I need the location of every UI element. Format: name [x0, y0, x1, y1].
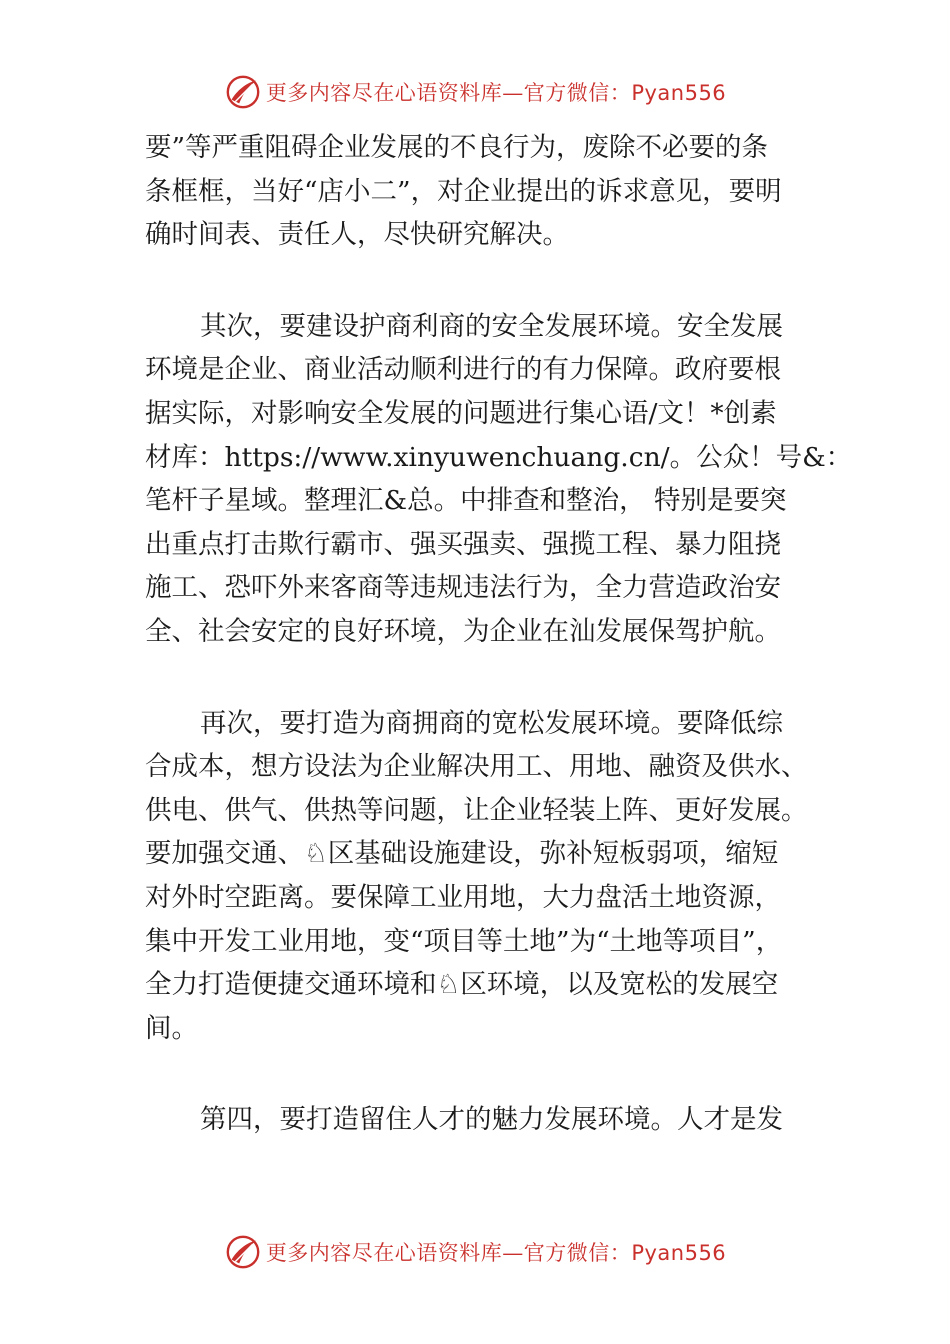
- text-line: 全、社会安定的良好环境，为企业在汕发展保驾护航。: [145, 615, 781, 647]
- wechat-id: Pyan556: [631, 81, 727, 105]
- text-line: 间。: [145, 1012, 198, 1044]
- banner-label: 更多内容尽在心语资料库—官方微信：: [265, 1241, 632, 1265]
- banner-label: 更多内容尽在心语资料库—官方微信：: [265, 81, 632, 105]
- banner-text: [266, 77, 726, 107]
- library-logo-icon: [224, 1233, 262, 1271]
- text-line: 对外时空距离。要保障工业用地，大力盘活土地资源，: [145, 881, 781, 913]
- text-line: 材库：https://www.xinyuwenchuang.cn/。公众！号&：: [145, 441, 853, 473]
- document-body: [145, 126, 853, 1142]
- text-line: 据实际，对影响安全发展的问题进行集心语/文！*创素: [145, 397, 777, 429]
- text-line: 供电、供气、供热等问题，让企业轻装上阵、更好发展。: [145, 794, 808, 826]
- paragraph-4: [145, 1098, 825, 1142]
- text-line: 再次，要打造为商拥商的宽松发展环境。要降低综: [200, 707, 783, 739]
- text-line: 要”等严重阻碍企业发展的不良行为，废除不必要的条: [145, 132, 769, 163]
- paragraph-1: [145, 126, 825, 257]
- text-line: 合成本，想方设法为企业解决用工、用地、融资及供水、: [145, 751, 808, 783]
- text-line: 环境是企业、商业活动顺利进行的有力保障。政府要根: [145, 354, 781, 386]
- paragraph-3: [145, 702, 825, 1051]
- library-logo-icon: [224, 73, 262, 111]
- text-line: 第四，要打造留住人才的魅力发展环境。人才是发: [200, 1104, 783, 1136]
- header-banner: [0, 70, 950, 114]
- text-line: 集中开发工业用地，变“项目等土地”为“土地等项目”，: [145, 925, 783, 957]
- text-line: 全力打造便捷交通环境和♘区环境，以及宽松的发展空: [145, 969, 779, 1001]
- text-line: 笔杆子星域。整理汇&总。中排查和整治， 特别是要突: [145, 485, 787, 517]
- text-line: 确时间表、责任人，尽快研究解决。: [145, 219, 569, 251]
- text-line: 要加强交通、♘区基础设施建设，弥补短板弱项，缩短: [145, 838, 779, 870]
- text-line: 施工、恐吓外来客商等违规违法行为，全力营造政治安: [145, 572, 781, 604]
- banner-text: [266, 1237, 726, 1267]
- text-line: 出重点打击欺行霸市、强买强卖、强揽工程、暴力阻挠: [145, 528, 781, 560]
- paragraph-2: [145, 305, 853, 654]
- footer-banner: [0, 1230, 950, 1274]
- text-line: 其次，要建设护商利商的安全发展环境。安全发展: [200, 310, 783, 342]
- text-line: 条框框，当好“店小二”，对企业提出的诉求意见，要明: [145, 175, 782, 207]
- wechat-id: Pyan556: [631, 1241, 727, 1265]
